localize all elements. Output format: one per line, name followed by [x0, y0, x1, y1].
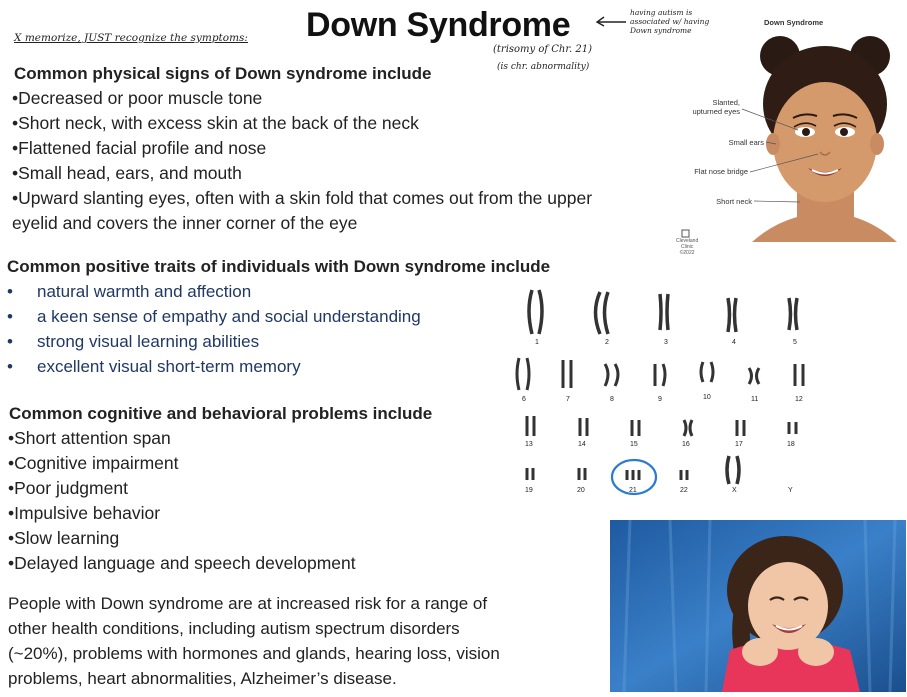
illustration-credit [676, 238, 698, 256]
karyotype-number: 14 [578, 441, 586, 448]
paragraph-line: People with Down syndrome are at increased risk for a range of [8, 594, 488, 613]
list-item [7, 304, 421, 329]
karyotype-number: 8 [610, 396, 614, 403]
bullet: • [7, 282, 13, 301]
label-small-ears: Small ears [728, 138, 764, 147]
list-item: •Cognitive impairment [8, 453, 179, 473]
karyotype-number: 6 [522, 396, 526, 403]
positive-traits-heading: Common positive traits of individuals with Down syndrome include [7, 257, 551, 276]
karyotype-number: 9 [658, 396, 662, 403]
list-item: •Short attention span [8, 428, 171, 448]
karyotype-number: 12 [795, 396, 803, 403]
handwritten-note-autism: having autism is associated w/ having Down syndrome [630, 8, 710, 35]
karyotype-number: 3 [664, 339, 668, 346]
features-illustration [672, 12, 902, 262]
karyotype-number: X [732, 487, 737, 494]
bullet: • [7, 332, 13, 351]
karyotype-number: 15 [630, 441, 638, 448]
list-item: •Poor judgment [8, 478, 128, 498]
list-item: •Delayed language and speech development [8, 553, 356, 573]
list-item: •Upward slanting eyes, often with a skin fold that comes out from the upper [12, 188, 593, 208]
list-item-text: a keen sense of empathy and social understanding [37, 307, 421, 326]
label-flat-nose-bridge: Flat nose bridge [694, 167, 748, 176]
health-risks-paragraph [8, 591, 500, 691]
arrow-icon [594, 14, 628, 28]
list-item [7, 329, 421, 354]
karyotype-number: 1 [535, 339, 539, 346]
label-line: upturned eyes [692, 107, 740, 116]
credit-line: Clinic [681, 244, 694, 250]
handwritten-note-left: X memorize, JUST recognize the symptoms: [14, 32, 248, 44]
list-item-text: excellent visual short-term memory [37, 357, 301, 376]
credit-line: Cleveland [676, 238, 699, 244]
karyotype-number: 19 [525, 487, 533, 494]
list-item-text: natural warmth and affection [37, 282, 252, 301]
paragraph-line: (~20%), problems with hormones and glands, hearing loss, vision [8, 644, 500, 663]
physical-signs-heading: Common physical signs of Down syndrome include [14, 64, 432, 83]
child-photo [610, 520, 906, 692]
karyotype-number: 5 [793, 339, 797, 346]
illustration-title: Down Syndrome [764, 18, 824, 27]
karyotype-number: 7 [566, 396, 570, 403]
label-slanted-eyes [692, 98, 740, 116]
karyotype-number: 2 [605, 339, 609, 346]
handwritten-note-abnormality: (is chr. abnormality) [497, 62, 590, 72]
physical-signs-list [12, 86, 592, 236]
list-item: •Slow learning [8, 528, 120, 548]
karyotype-number: Y [788, 487, 793, 494]
karyotype-number: 16 [682, 441, 690, 448]
list-item: •Impulsive behavior [8, 503, 161, 523]
credit-line: ©2022 [679, 250, 695, 256]
karyotype-number: 11 [751, 396, 759, 403]
cognitive-problems-list [8, 426, 356, 576]
list-item: •Flattened facial profile and nose [12, 138, 267, 158]
bullet: • [7, 307, 13, 326]
karyotype-number: 18 [787, 441, 795, 448]
page-title: Down Syndrome [306, 6, 571, 44]
list-item: eyelid and covers the inner corner of the eye [12, 213, 358, 233]
bullet: • [7, 357, 13, 376]
karyotype-image [505, 280, 815, 500]
paragraph-line: other health conditions, including autism spectrum disorders [8, 619, 460, 638]
handwritten-note-trisomy: (trisomy of Chr. 21) [493, 44, 593, 55]
label-line: Slanted, [712, 98, 740, 107]
child-face-illustration [672, 12, 902, 262]
list-item: •Decreased or poor muscle tone [12, 88, 263, 108]
list-item-text: strong visual learning abilities [37, 332, 260, 351]
list-item: •Short neck, with excess skin at the back of the neck [12, 113, 419, 133]
cognitive-problems-heading: Common cognitive and behavioral problems include [9, 404, 433, 423]
list-item [7, 354, 421, 379]
karyotype-number: 22 [680, 487, 688, 494]
paragraph-line: problems, heart abnormalities, Alzheimer’s disease. [8, 669, 397, 688]
karyotype-number: 4 [732, 339, 736, 346]
karyotype-number: 21 [629, 487, 637, 494]
karyotype-number: 17 [735, 441, 743, 448]
karyotype-number: 13 [525, 441, 533, 448]
positive-traits-list [7, 279, 421, 379]
karyotype-number: 10 [703, 394, 711, 401]
karyotype-number: 20 [577, 487, 585, 494]
list-item: •Small head, ears, and mouth [12, 163, 242, 183]
label-short-neck: Short neck [716, 197, 752, 206]
list-item [7, 279, 421, 304]
